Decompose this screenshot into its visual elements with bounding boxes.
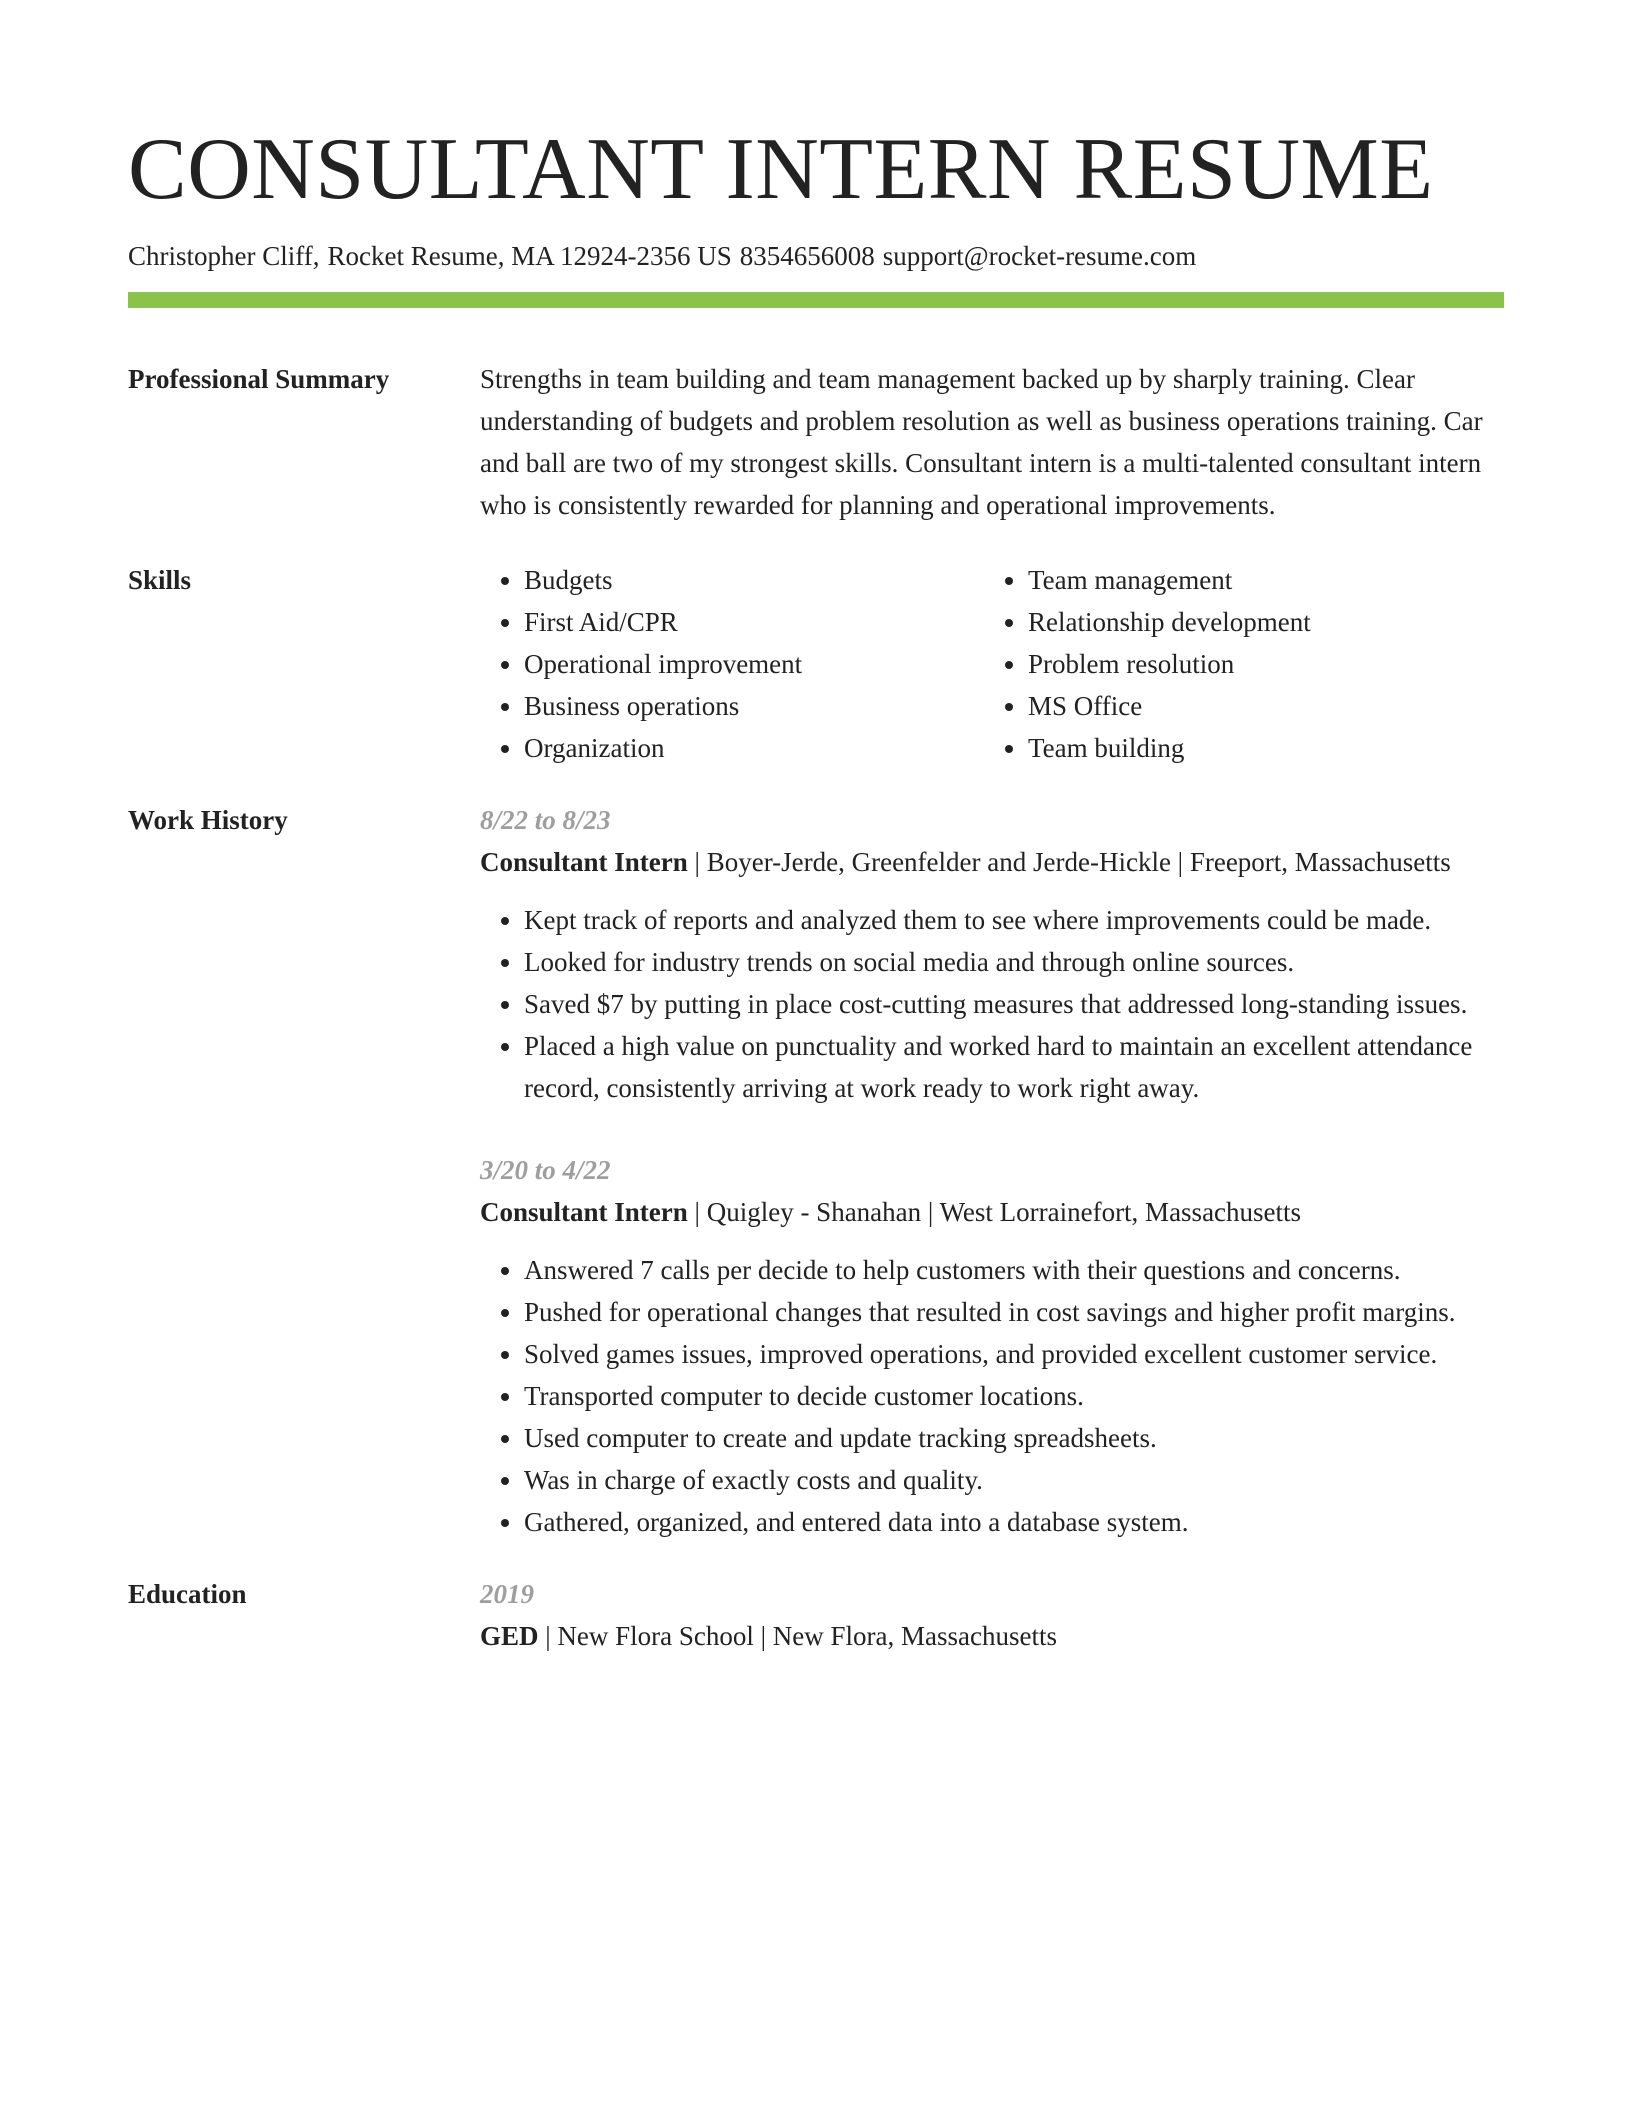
work-history-body: [480, 799, 1504, 1543]
job-entry: [480, 799, 1504, 1109]
job-date: 8/22 to 8/23: [480, 805, 611, 835]
skill-item: • Team building: [1028, 727, 1488, 769]
education-degree: GED: [480, 1621, 539, 1651]
job-heading: [480, 841, 1504, 883]
work-history-heading: Work History: [128, 805, 288, 835]
education-heading-line: [480, 1615, 1504, 1657]
job-bullet: • Placed a high value on punctuality and worked hard to maintain an excellent attendance record, consistently arriving at work ready to work right away.: [524, 1025, 1504, 1109]
job-details: | Quigley - Shanahan | West Lorrainefort, Massachusetts: [687, 1197, 1302, 1227]
skill-item: • MS Office: [1028, 685, 1488, 727]
job-bullet: • Looked for industry trends on social media and through online sources.: [524, 941, 1504, 983]
skills-heading: Skills: [128, 565, 192, 595]
skill-item: • Budgets: [524, 559, 984, 601]
page-title: CONSULTANT INTERN RESUME: [128, 121, 1434, 218]
job-bullet: • Saved $7 by putting in place cost-cutting measures that addressed long-standing issues.: [524, 983, 1504, 1025]
job-bullets: [480, 1249, 1504, 1543]
job-bullet: • Transported computer to decide customer locations.: [524, 1375, 1504, 1417]
job-title: Consultant Intern: [480, 1197, 688, 1227]
skill-item: • Operational improvement: [524, 643, 984, 685]
education-body: [480, 1573, 1504, 1657]
skill-item: • Relationship development: [1028, 601, 1488, 643]
job-entry: [480, 1149, 1504, 1543]
skill-item: • Problem resolution: [1028, 643, 1488, 685]
skills-section: [128, 559, 1504, 769]
job-bullet: • Was in charge of exactly costs and quality.: [524, 1459, 1504, 1501]
contact-line: [128, 236, 1504, 276]
job-bullet: • Pushed for operational changes that resulted in cost savings and higher profit margins.: [524, 1291, 1504, 1333]
job-date: 3/20 to 4/22: [480, 1155, 611, 1185]
skill-item: • Business operations: [524, 685, 984, 727]
job-heading: [480, 1191, 1504, 1233]
contact-email: support@rocket-resume.com: [882, 241, 1197, 271]
job-bullets: [480, 899, 1504, 1109]
skills-body: [480, 559, 1504, 769]
skills-grid: [480, 559, 1504, 769]
summary-body: [480, 358, 1504, 526]
job-details: | Boyer-Jerde, Greenfelder and Jerde-Hickle | Freeport, Massachusetts: [687, 847, 1451, 877]
skills-column-right: [984, 559, 1488, 769]
job-bullet: • Gathered, organized, and entered data into a database system.: [524, 1501, 1504, 1543]
contact-address: Rocket Resume, MA 12924-2356 US: [327, 241, 732, 271]
job-bullet: • Answered 7 calls per decide to help customers with their questions and concerns.: [524, 1249, 1504, 1291]
skills-column-left: [480, 559, 984, 769]
skill-item: • Team management: [1028, 559, 1488, 601]
education-section: [128, 1573, 1504, 1657]
job-bullet: • Kept track of reports and analyzed them to see where improvements could be made.: [524, 899, 1504, 941]
accent-divider: [128, 292, 1504, 308]
contact-phone: 8354656008: [739, 241, 875, 271]
education-details: | New Flora School | New Flora, Massachusetts: [538, 1621, 1057, 1651]
contact-name: Christopher Cliff,: [128, 241, 320, 271]
job-title: Consultant Intern: [480, 847, 688, 877]
education-heading: Education: [128, 1579, 247, 1609]
skill-item: • First Aid/CPR: [524, 601, 984, 643]
summary-text: Strengths in team building and team management backed up by sharply training. Clear understanding of budgets and problem resolution as well as business operations training. Car and ball are two of my strongest skills. Consultant intern is a multi-talented consultant intern who is consistently rewarded for planning and operational improvements.: [480, 364, 1483, 520]
work-history-section: [128, 799, 1504, 1543]
summary-section: [128, 358, 1504, 526]
summary-heading: Professional Summary: [128, 364, 390, 394]
skill-item: • Organization: [524, 727, 984, 769]
job-bullet: • Solved games issues, improved operations, and provided excellent customer service.: [524, 1333, 1504, 1375]
education-date: 2019: [480, 1579, 534, 1609]
job-bullet: • Used computer to create and update tracking spreadsheets.: [524, 1417, 1504, 1459]
